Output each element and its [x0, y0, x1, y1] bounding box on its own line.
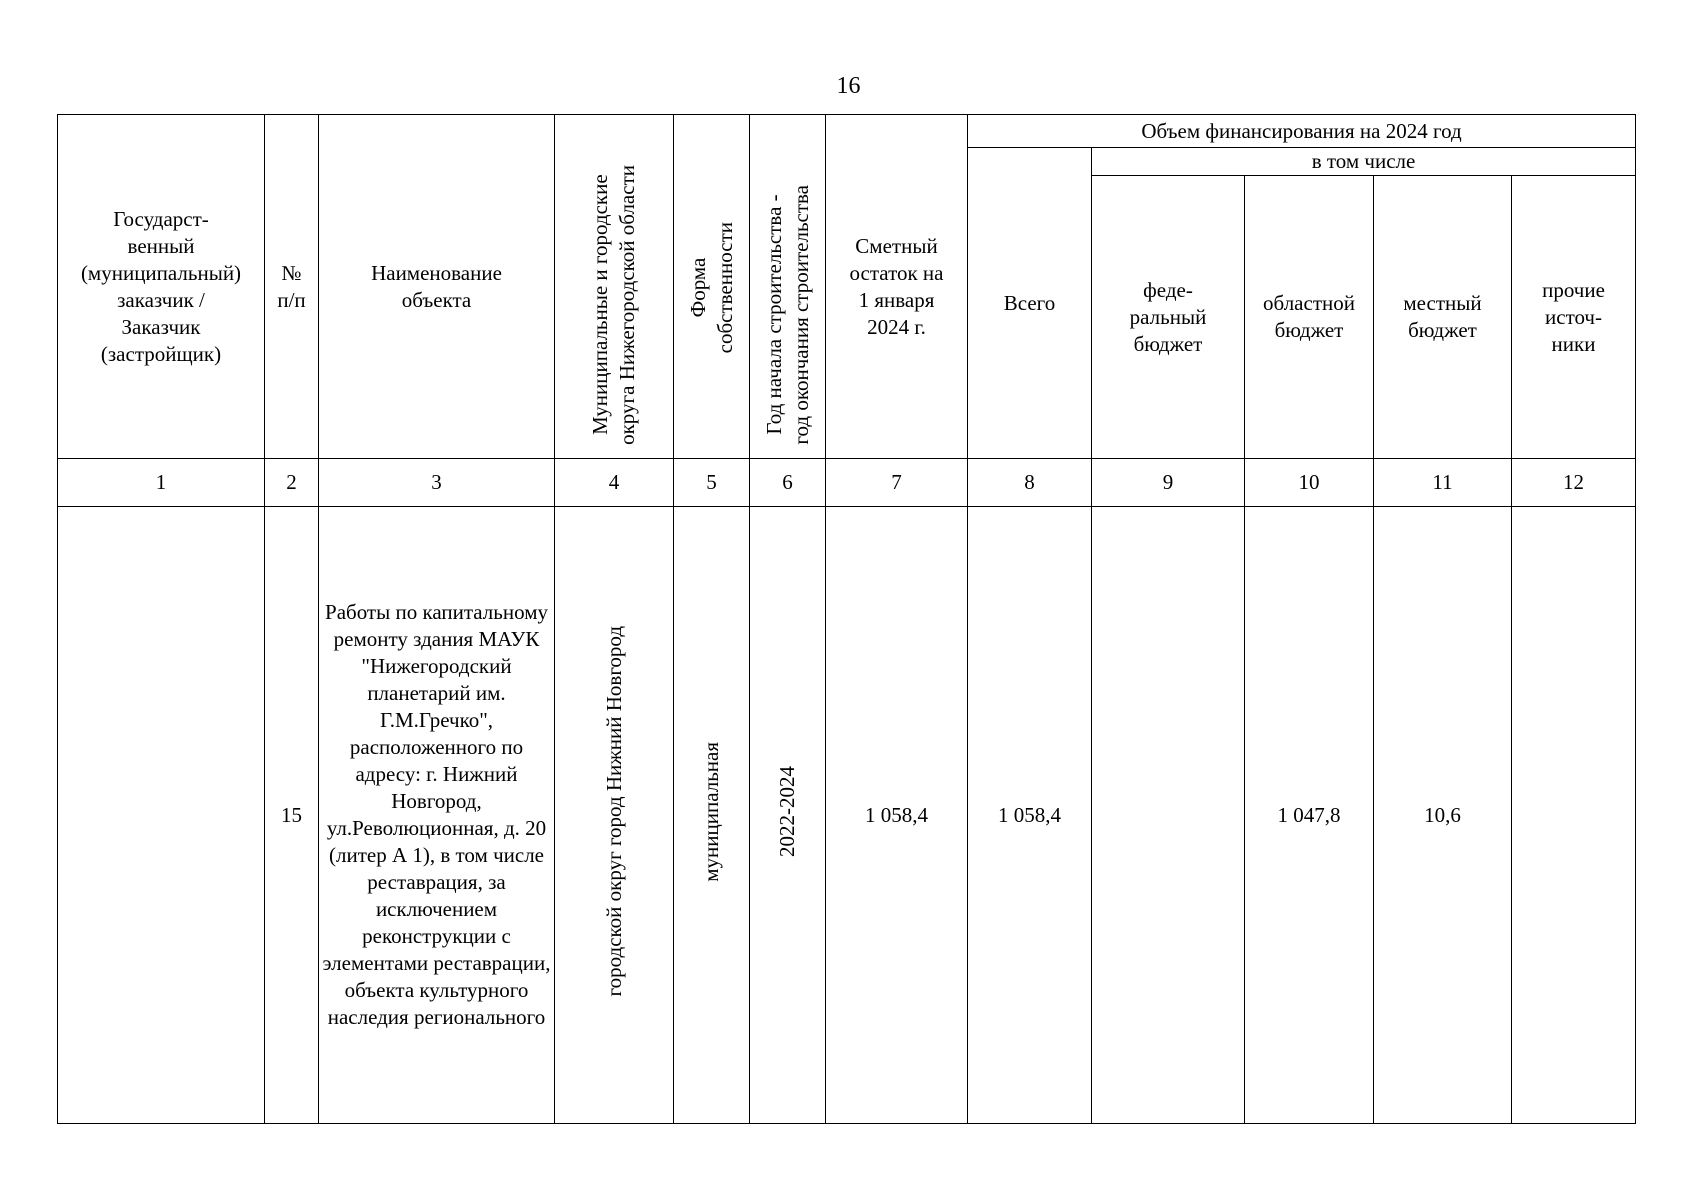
row-years: 2022-2024 — [750, 507, 826, 1124]
header-object-name: Наименование объекта — [319, 115, 555, 459]
row-ownership: муниципальная — [674, 507, 750, 1124]
row-municipality: городской округ город Нижний Новгород — [555, 507, 674, 1124]
column-number: 5 — [674, 459, 750, 507]
row-number: 15 — [265, 507, 319, 1124]
header-ownership: Форма собственности — [674, 115, 750, 459]
row-local: 10,6 — [1374, 507, 1512, 1124]
page-number: 16 — [836, 73, 861, 99]
header-total: Всего — [968, 148, 1092, 459]
header-local: местный бюджет — [1374, 176, 1512, 459]
row-estimated-balance: 1 058,4 — [826, 507, 968, 1124]
header-years: Год начала строительства - год окончания строительства — [750, 115, 826, 459]
row-other — [1512, 507, 1636, 1124]
row-object-name: Работы по капитальному ремонту здания МАУК "Нижегородский планетарий им. Г.М.Гречко", расположенного по адресу: г. Нижний Новгород, ул.Революционная, д. 20 (литер А 1), в том числе реставрация, за исключением реконструкции с элементами реставрации, объекта культурного наследия регионального — [319, 507, 555, 1124]
header-other: прочие источ- ники — [1512, 176, 1636, 459]
header-federal: феде- ральный бюджет — [1092, 176, 1245, 459]
column-number: 2 — [265, 459, 319, 507]
header-financing-group: Объем финансирования на 2024 год — [968, 115, 1636, 148]
column-number: 6 — [750, 459, 826, 507]
row-regional: 1 047,8 — [1245, 507, 1374, 1124]
column-number: 10 — [1245, 459, 1374, 507]
header-customer: Государст- венный (муниципальный) заказчик / Заказчик (застройщик) — [58, 115, 265, 459]
financing-table — [57, 114, 1636, 1124]
row-total: 1 058,4 — [968, 507, 1092, 1124]
header-row-1 — [58, 115, 1636, 148]
column-number: 11 — [1374, 459, 1512, 507]
column-number: 4 — [555, 459, 674, 507]
column-number: 9 — [1092, 459, 1245, 507]
column-number: 3 — [319, 459, 555, 507]
row-federal — [1092, 507, 1245, 1124]
table-row — [58, 507, 1636, 1124]
column-number: 1 — [58, 459, 265, 507]
column-number-row — [58, 459, 1636, 507]
header-municipality: Муниципальные и городские округа Нижегородской области — [555, 115, 674, 459]
row-customer — [58, 507, 265, 1124]
header-regional: областной бюджет — [1245, 176, 1374, 459]
header-number: № п/п — [265, 115, 319, 459]
column-number: 12 — [1512, 459, 1636, 507]
column-number: 8 — [968, 459, 1092, 507]
header-estimated-balance: Сметный остаток на 1 января 2024 г. — [826, 115, 968, 459]
header-including: в том числе — [1092, 148, 1636, 176]
column-number: 7 — [826, 459, 968, 507]
